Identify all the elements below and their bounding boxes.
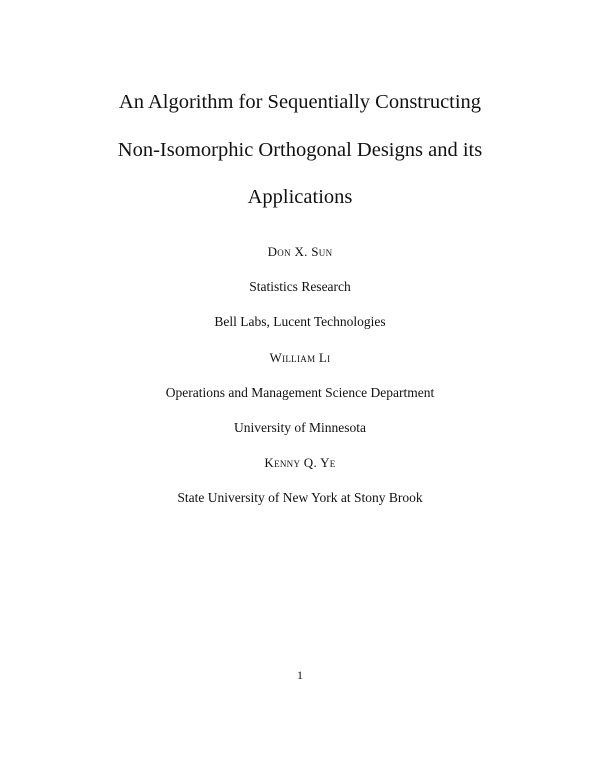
- paper-title-line-3: Applications: [247, 186, 353, 208]
- author-name-2: William Li: [269, 350, 331, 365]
- author-name-3: Kenny Q. Ye: [264, 455, 336, 470]
- author-name-1: Don X. Sun: [267, 244, 333, 259]
- author-3-affiliation-1: State University of New York at Stony Brook: [177, 490, 423, 505]
- author-1-affiliation-1: Statistics Research: [249, 279, 351, 294]
- author-2-affiliation-1: Operations and Management Science Department: [165, 385, 435, 400]
- author-2-affiliation-2: University of Minnesota: [234, 420, 366, 435]
- paper-title-line-1: An Algorithm for Sequentially Constructing: [118, 91, 482, 113]
- author-1-affiliation-2: Bell Labs, Lucent Technologies: [214, 314, 386, 329]
- page-number: 1: [297, 668, 303, 682]
- paper-title-line-2: Non-Isomorphic Orthogonal Designs and its: [117, 139, 483, 161]
